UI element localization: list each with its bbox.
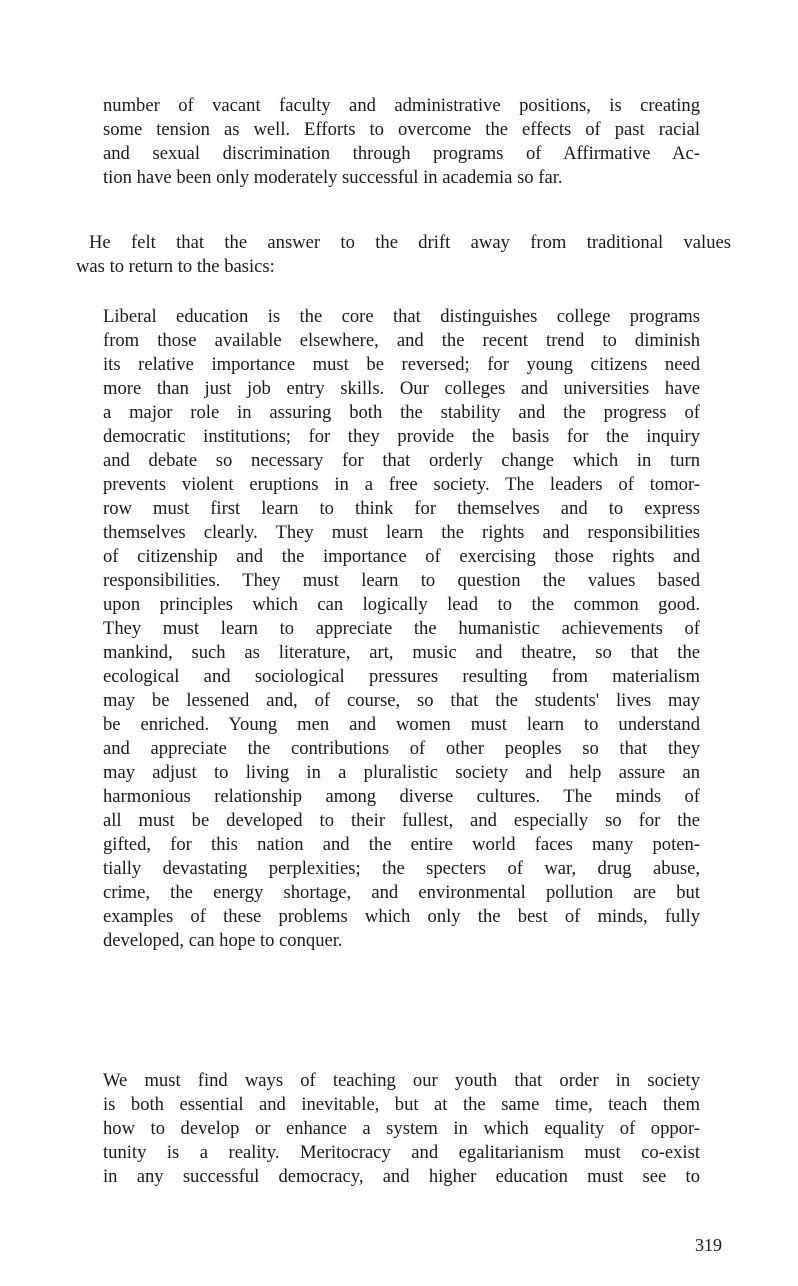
text-line: how to develop or enhance a system in which equality of oppor- [103,1118,700,1139]
text-line: and debate so necessary for that orderly change which in turn [103,450,700,471]
text-line: responsibilities. They must learn to question the values based [103,570,700,591]
text-line: tunity is a reality. Meritocracy and egalitarianism must co-exist [103,1142,700,1163]
page-number: 319 [695,1235,722,1255]
text-line: be enriched. Young men and women must learn to understand [103,714,700,735]
text-line: tially devastating perplexities; the specters of war, drug abuse, [103,858,700,879]
text-line: crime, the energy shortage, and environmental pollution are but [103,882,700,903]
text-line: harmonious relationship among diverse cultures. The minds of [103,786,700,807]
text-line: and appreciate the contributions of other peoples so that they [103,738,700,759]
text-line: Liberal education is the core that distinguishes college programs [103,306,700,327]
text-line: developed, can hope to conquer. [103,930,343,951]
text-line: We must find ways of teaching our youth that order in society [103,1070,700,1091]
text-line: He felt that the answer to the drift away from traditional values [89,232,731,253]
text-line: row must first learn to think for themselves and to express [103,498,700,519]
text-line: ecological and sociological pressures resulting from materialism [103,666,700,687]
text-line: themselves clearly. They must learn the rights and responsibilities [103,522,700,543]
quote-paragraph [103,1069,700,1189]
text-line: examples of these problems which only the best of minds, fully [103,906,700,927]
text-line: mankind, such as literature, art, music and theatre, so that the [103,642,700,663]
text-line: and sexual discrimination through programs of Affirmative Ac- [103,143,700,164]
text-line: in any successful democracy, and higher education must see to [103,1166,700,1187]
text-line: from those available elsewhere, and the recent trend to diminish [103,330,700,351]
text-line: all must be developed to their fullest, and especially so for the [103,810,700,831]
text-line: democratic institutions; for they provide the basis for the inquiry [103,426,700,447]
text-line: may adjust to living in a pluralistic society and help assure an [103,762,700,783]
text-line: prevents violent eruptions in a free society. The leaders of tomor- [103,474,700,495]
text-line: upon principles which can logically lead to the common good. [103,594,700,615]
text-line: its relative importance must be reversed; for young citizens need [103,354,700,375]
text-line: more than just job entry skills. Our colleges and universities have [103,378,700,399]
text-line: number of vacant faculty and administrative positions, is creating [103,95,700,116]
text-line: of citizenship and the importance of exercising those rights and [103,546,700,567]
text-line: a major role in assuring both the stability and the progress of [103,402,700,423]
text-line: They must learn to appreciate the humanistic achievements of [103,618,700,639]
text-line: is both essential and inevitable, but at the same time, teach them [103,1094,700,1115]
text-line: tion have been only moderately successful in academia so far. [103,167,563,188]
quote-continuation-paragraph [103,94,700,190]
text-line: may be lessened and, of course, so that the students' lives may [103,690,700,711]
narrative-paragraph [76,231,731,279]
text-line: gifted, for this nation and the entire world faces many poten- [103,834,700,855]
text-line: some tension as well. Efforts to overcome the effects of past racial [103,119,700,140]
quote-paragraph [103,305,700,953]
text-line: was to return to the basics: [76,256,275,277]
